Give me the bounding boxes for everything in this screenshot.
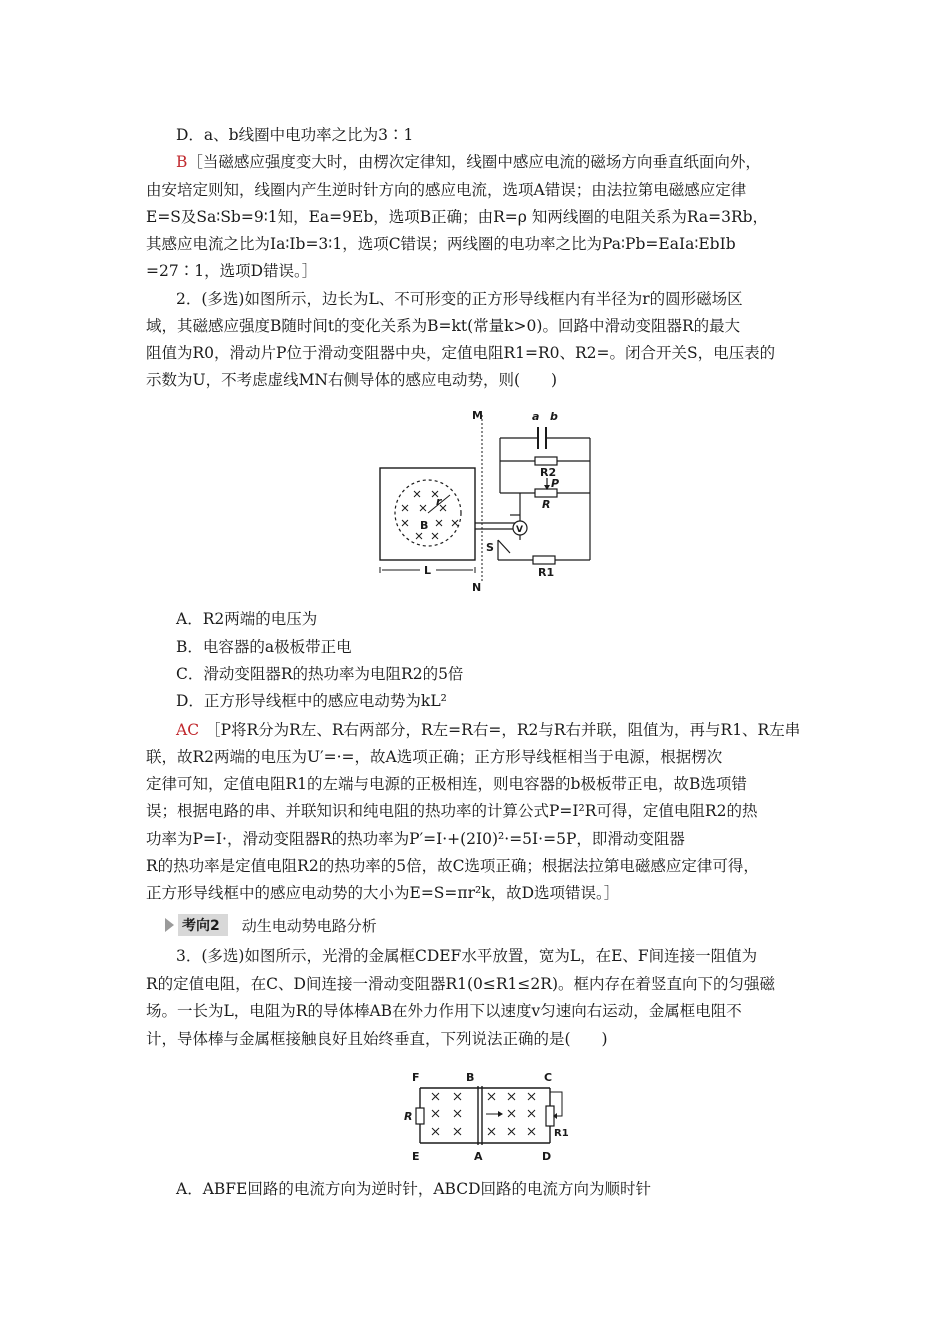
answer-2-line-5: 功率为P=I·，滑动变阻器R的热功率为P′=I·+(2I0)²·=5I·=5P，即滑动变阻器	[146, 830, 685, 848]
section-title: 动生电动势电路分析	[241, 916, 377, 935]
answer-1-line-5: =27∶1，选项D错误。］	[146, 262, 318, 280]
answer-1-line-3: E=S及Sa∶Sb=9∶1知，Ea=9Eb，选项B正确；由R=ρ 知两线圈的电阻关系为Ra=3Rb，	[146, 208, 769, 226]
answer-2-line	[176, 720, 800, 740]
question-3-line-3: 场。一长为L，电阻为R的导体棒AB在外力作用下以速度v匀速向右运动，金属框电阻不	[146, 1002, 742, 1020]
question-3-line-4: 计，导体棒与金属框接触良好且始终垂直，下列说法正确的是( )	[146, 1030, 608, 1048]
question-2-line-1: 2．(多选)如图所示，边长为L、不可形变的正方形导线框内有半径为r的圆形磁场区	[176, 290, 743, 308]
option-d-prev: D．a、b线圈中电功率之比为3∶1	[176, 126, 414, 144]
resistor-R1	[533, 556, 555, 564]
label-b: b	[550, 410, 558, 423]
answer-text: ［P将R分为R左、R右两部分，R左=R右=，R2与R右并联，阻值为，再与R1、R左串	[205, 721, 801, 739]
label-F: F	[412, 1071, 420, 1084]
label-L: L	[424, 564, 432, 577]
answer-1-line-2: 由安培定则知，线圈内产生逆时针方向的感应电流，选项A错误；由法拉第电磁感应定律	[146, 181, 747, 199]
resistor-R1	[546, 1106, 554, 1126]
question-3-line-1: 3．(多选)如图所示，光滑的金属框CDEF水平放置，宽为L，在E、F间连接一阻值为	[176, 947, 758, 965]
answer-text: ［当磁感应强度变大时，由楞次定律知，线圈中感应电流的磁场方向垂直纸面向外，	[187, 153, 761, 171]
circuit-figure-2	[400, 1068, 590, 1166]
answer-letters: AC	[176, 721, 200, 739]
switch-S	[498, 540, 510, 553]
label-B: B	[466, 1071, 475, 1084]
answer-1-line-4: 其感应电流之比为Ia∶Ib=3∶1，选项C错误；两线圈的电功率之比为Pa∶Pb=EaIa∶EbIb	[146, 235, 736, 253]
circuit-figure-1	[370, 405, 610, 595]
answer-2-line-3: 定律可知，定值电阻R1的左端与电源的正极相连，则电容器的b极板带正电，故B选项错	[146, 775, 747, 793]
option-c: C．滑动变阻器R的热功率为电阻R2的5倍	[176, 665, 464, 683]
resistor-R2	[535, 457, 557, 465]
field-crosses	[402, 491, 458, 539]
velocity-arrow-icon	[498, 1111, 503, 1117]
answer-2-line-4: 误；根据电路的串、并联知识和纯电阻的热功率的计算公式P=I²R可得，定值电阻R2的热	[146, 802, 758, 820]
label-R1: R1	[554, 1128, 569, 1139]
label-E: E	[412, 1150, 420, 1163]
resistor-R	[416, 1108, 424, 1124]
label-R2: R2	[540, 466, 557, 479]
label-D: D	[542, 1150, 552, 1163]
answer-1-line	[176, 152, 761, 172]
answer-letter: B	[176, 153, 188, 171]
question-3-line-2: R的定值电阻，在C、D间连接一滑动变阻器R1(0≤R1≤2R)。框内存在着竖直向下的匀强磁	[146, 975, 775, 993]
label-C: C	[544, 1071, 553, 1084]
label-N: N	[472, 581, 482, 594]
answer-2-line-7: 正方形导线框中的感应电动势的大小为E=S=πr²k，故D选项错误。］	[146, 884, 620, 902]
label-M: M	[472, 409, 483, 422]
section-header	[165, 914, 377, 936]
label-A: A	[474, 1150, 483, 1163]
option-a: A．R2两端的电压为	[176, 610, 318, 628]
label-R: R	[542, 498, 551, 511]
option-d: D．正方形导线框中的感应电动势为kL²	[176, 692, 447, 710]
label-V: V	[516, 525, 523, 535]
answer-2-line-6: R的热功率是定值电阻R2的热功率的5倍，故C选项正确；根据法拉第电磁感应定律可得，	[146, 857, 759, 875]
option-b: B．电容器的a极板带正电	[176, 638, 352, 656]
label-R: R	[404, 1110, 413, 1123]
label-R1: R1	[538, 566, 555, 579]
section-label: 考向2	[178, 914, 228, 936]
question-2-line-4: 示数为U，不考虑虚线MN右侧导体的感应电动势，则( )	[146, 371, 558, 389]
question-2-line-2: 域，其磁感应强度B随时间t的变化关系为B=kt(常量k>0)。回路中滑动变阻器R的最大	[146, 317, 741, 335]
question-3-option-a: A．ABFE回路的电流方向为逆时针，ABCD回路的电流方向为顺时针	[176, 1180, 652, 1198]
label-P: P	[551, 477, 560, 490]
triangle-marker-icon	[165, 918, 174, 932]
label-a: a	[532, 410, 540, 423]
label-B: B	[420, 519, 429, 532]
question-2-line-3: 阻值为R0，滑动片P位于滑动变阻器中央，定值电阻R1=R0、R2=。闭合开关S，电压表的	[146, 344, 776, 362]
field-crosses	[432, 1093, 535, 1135]
answer-2-line-2: 联，故R2两端的电压为U′=·=，故A选项正确；正方形导线框相当于电源，根据楞次	[146, 748, 723, 766]
label-S: S	[486, 541, 494, 554]
label-r: r	[436, 495, 442, 508]
resistor-R	[535, 489, 557, 497]
